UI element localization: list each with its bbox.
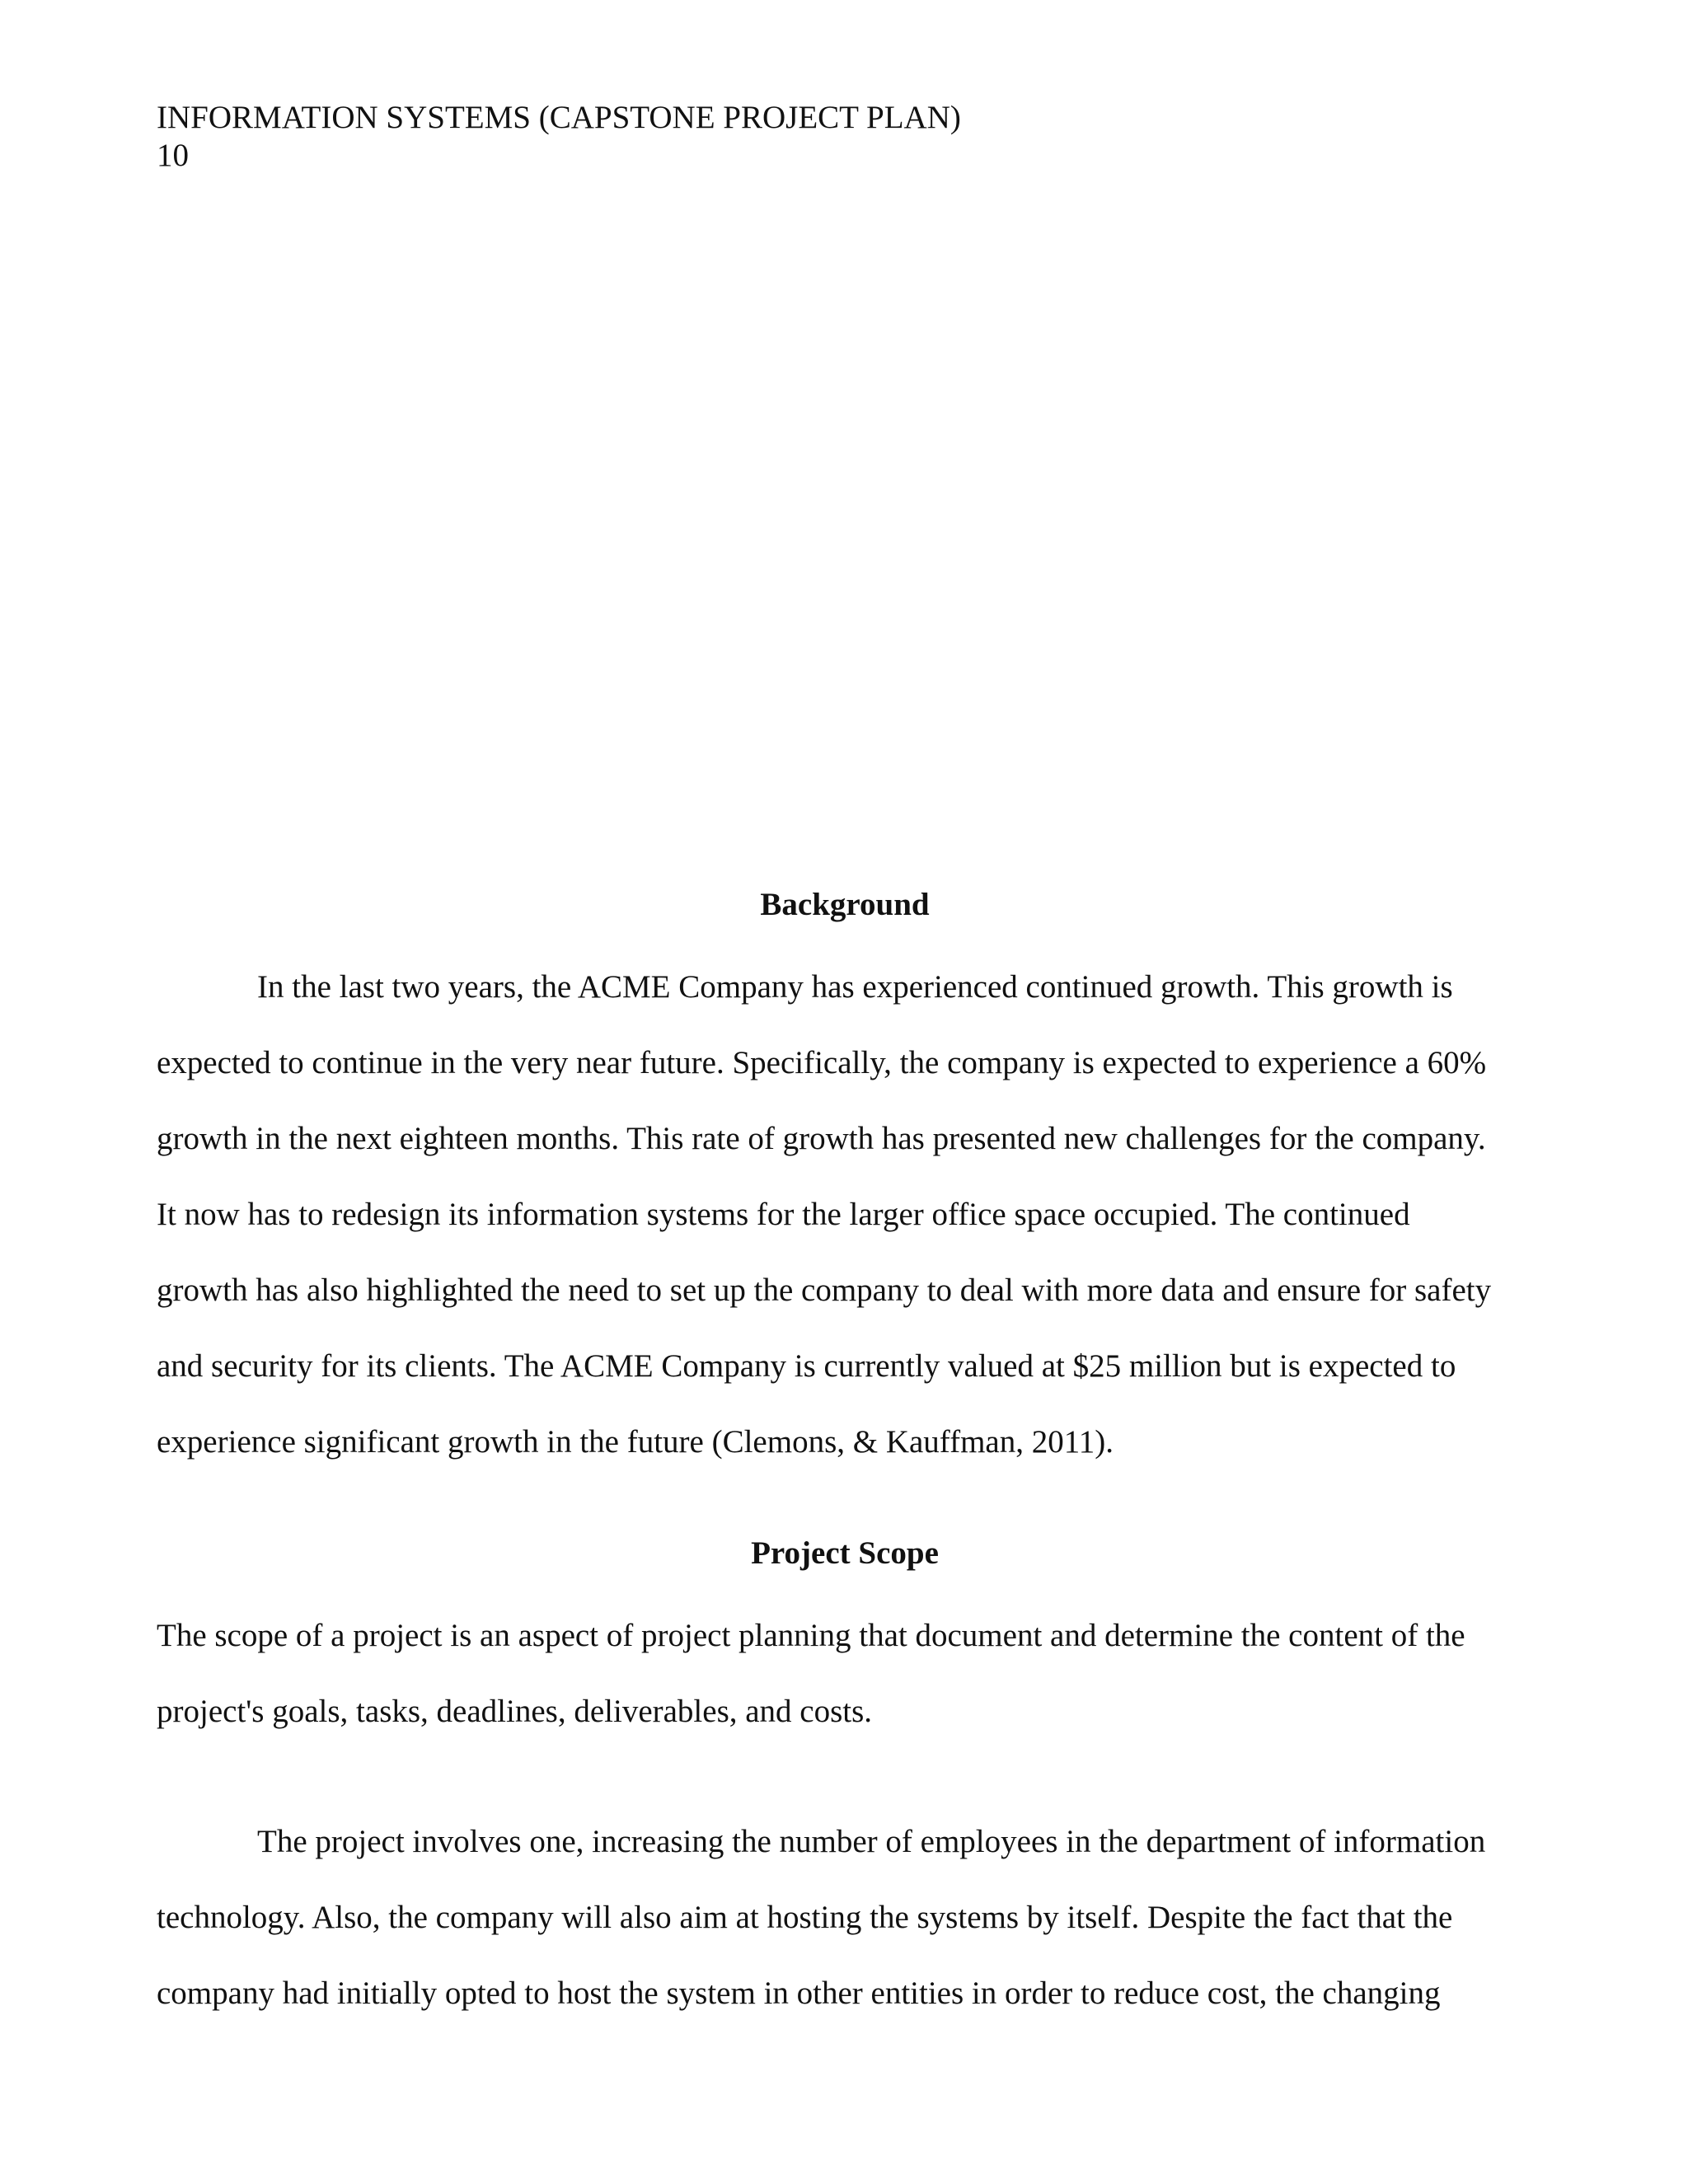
paragraph-line: It now has to redesign its information systems for the larger office space occupied. The continued: [157, 1197, 1410, 1232]
page-number: 10: [157, 138, 189, 173]
project-scope-heading: Project Scope: [751, 1535, 939, 1571]
background-heading: Background: [760, 887, 930, 922]
running-head: [157, 99, 961, 175]
paragraph-line: The project involves one, increasing the number of employees in the department of information: [257, 1824, 1486, 1859]
paragraph-line: company had initially opted to host the system in other entities in order to reduce cost, the changing: [157, 1975, 1441, 2011]
paragraph-line: experience significant growth in the future (Clemons, & Kauffman, 2011).: [157, 1424, 1114, 1460]
paragraph-line: and security for its clients. The ACME Company is currently valued at $25 million but is expected to: [157, 1348, 1456, 1384]
paragraph-line: technology. Also, the company will also aim at hosting the systems by itself. Despite the fact that the: [157, 1900, 1453, 1935]
paragraph-line: expected to continue in the very near future. Specifically, the company is expected to experience a 60%: [157, 1045, 1487, 1080]
paragraph-line: The scope of a project is an aspect of project planning that document and determine the content of the: [157, 1618, 1465, 1653]
paragraph-line: growth has also highlighted the need to set up the company to deal with more data and ensure for safety: [157, 1272, 1492, 1308]
paragraph-line: growth in the next eighteen months. This rate of growth has presented new challenges for the company.: [157, 1121, 1486, 1156]
running-head-title: INFORMATION SYSTEMS (CAPSTONE PROJECT PLAN): [157, 100, 961, 135]
paragraph-line: In the last two years, the ACME Company has experienced continued growth. This growth is: [257, 969, 1453, 1005]
paragraph-line: project's goals, tasks, deadlines, deliverables, and costs.: [157, 1694, 873, 1729]
